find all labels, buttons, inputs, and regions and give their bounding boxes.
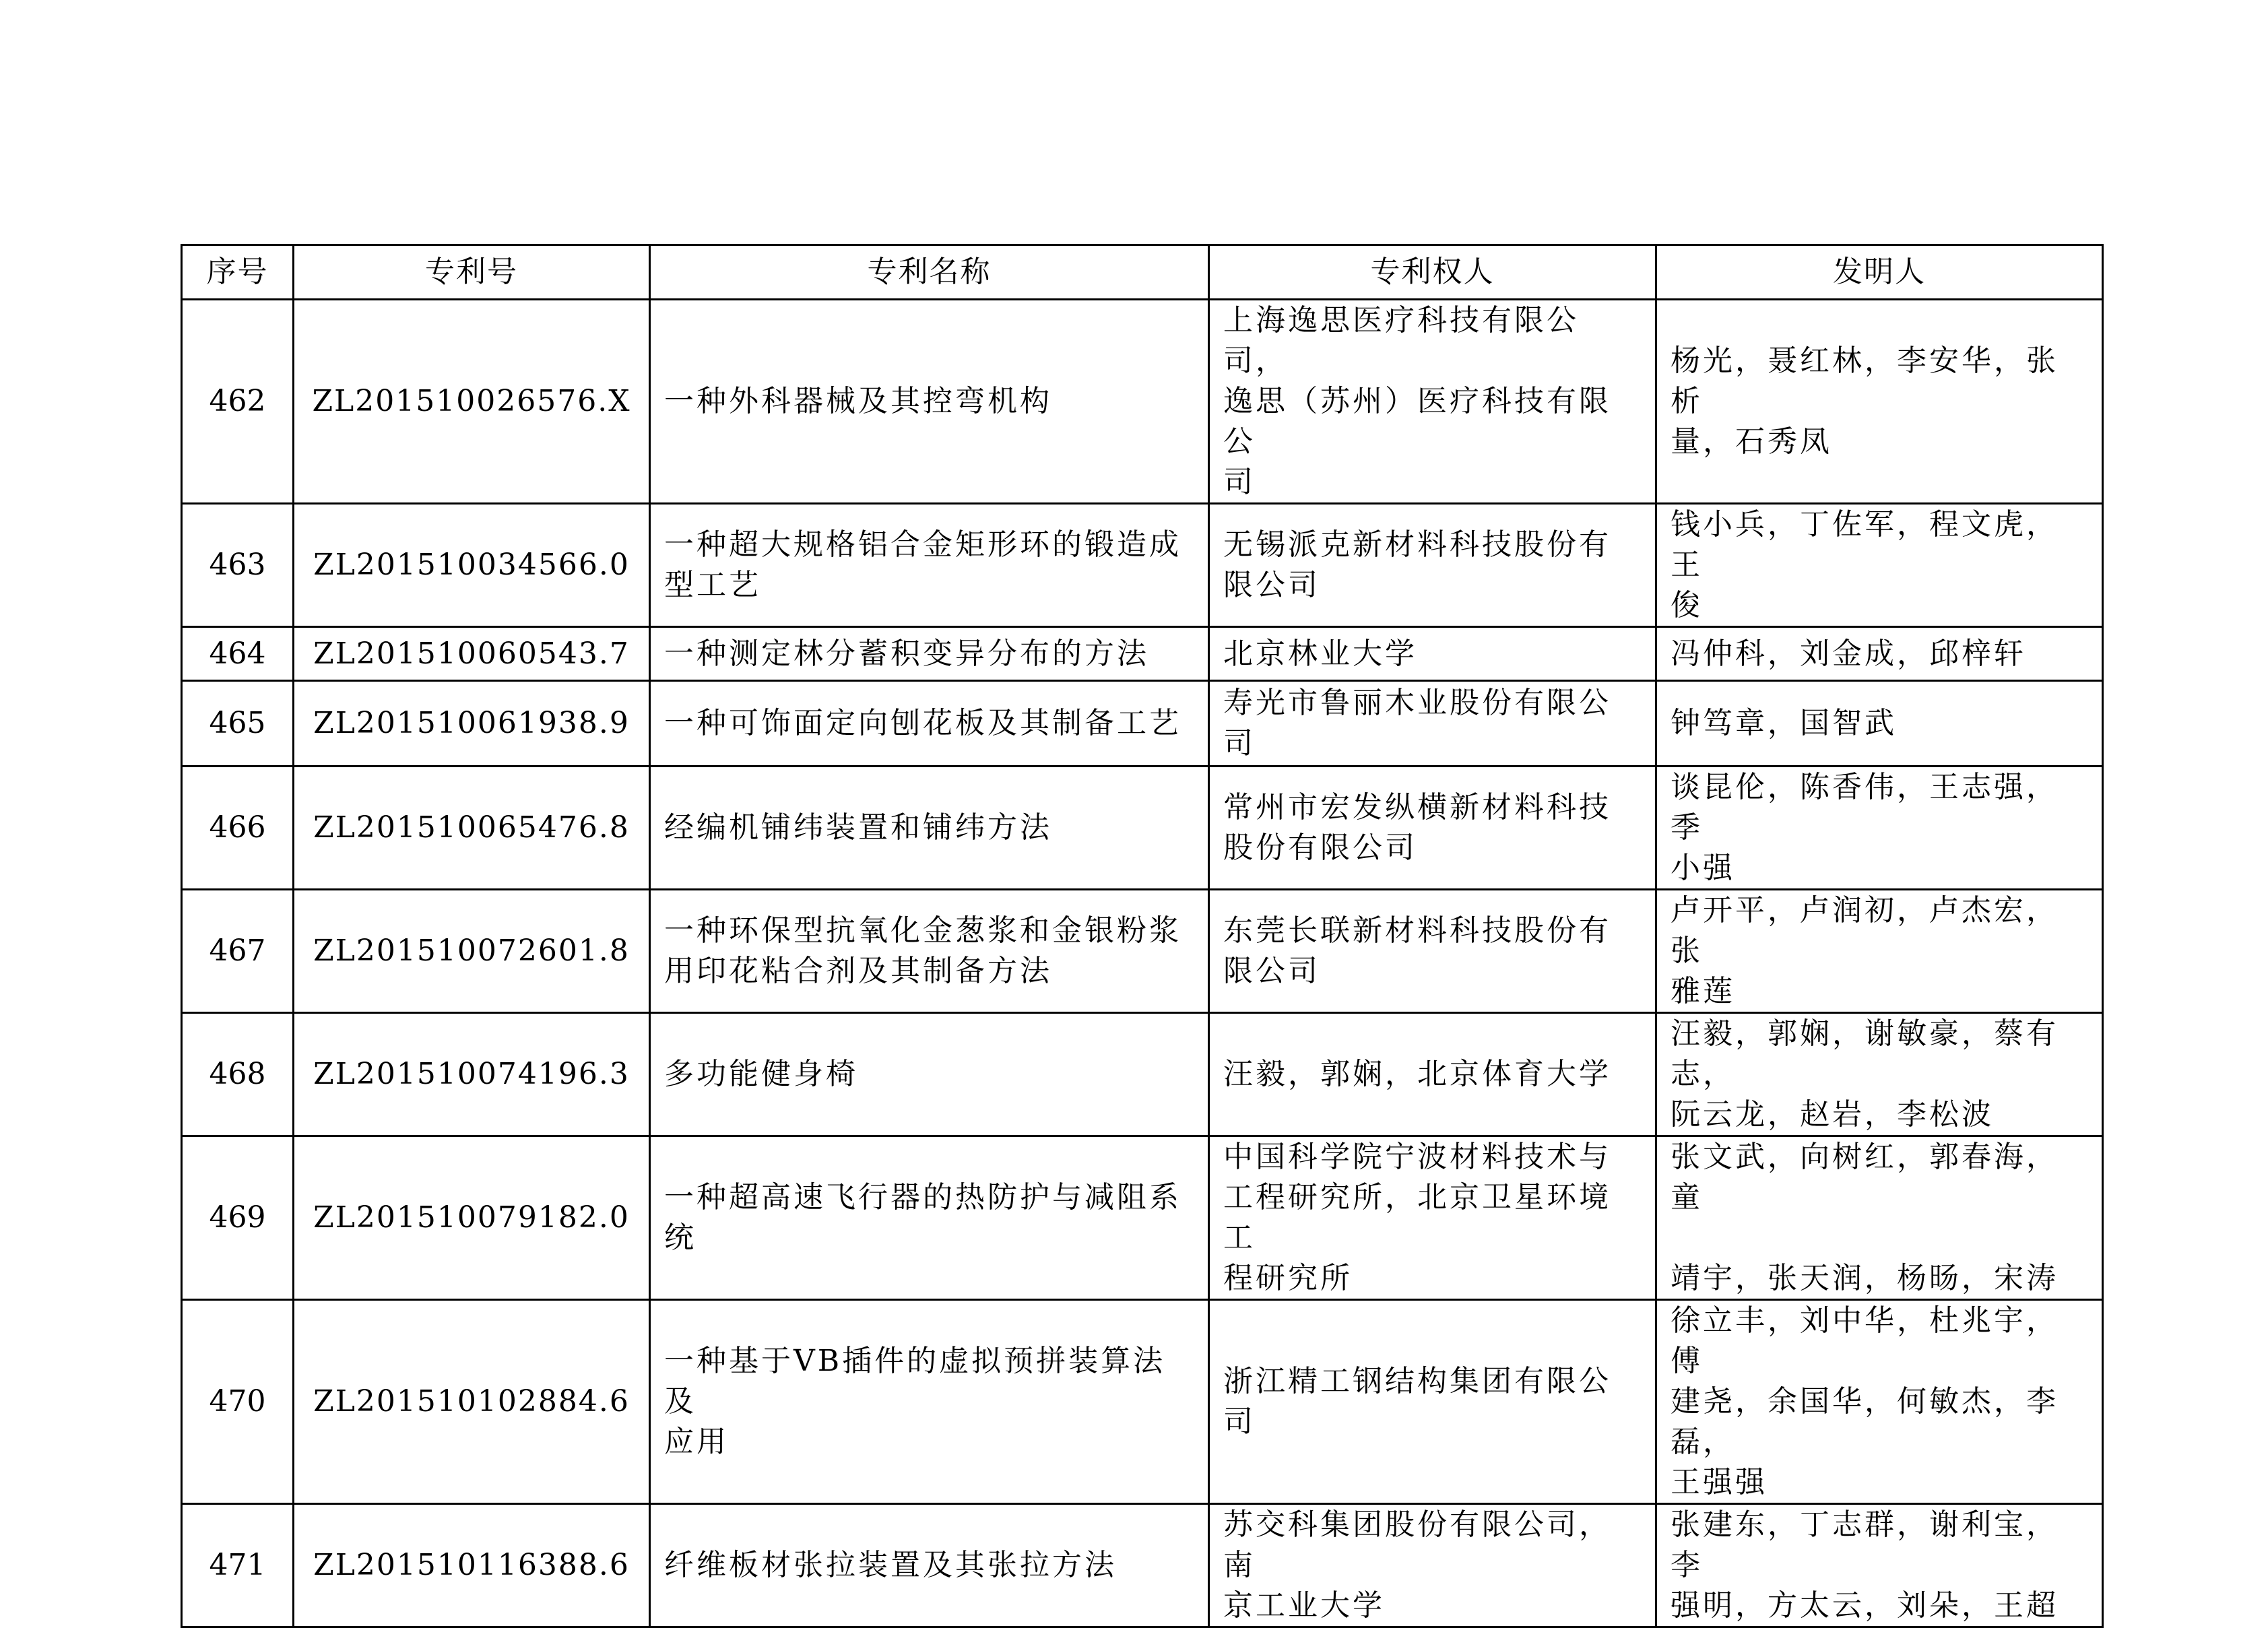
cell-patent-name: 一种基于VB插件的虚拟预拼装算法及 应用: [650, 1300, 1209, 1504]
cell-patent-owner: 浙江精工钢结构集团有限公 司: [1209, 1300, 1656, 1504]
cell-patent-no: ZL201510060543.7: [294, 627, 650, 681]
cell-inventors: 钟笃章，国智武: [1656, 681, 2103, 767]
header-patent-name: 专利名称: [650, 245, 1209, 300]
table-row: [182, 767, 2103, 890]
cell-inventors: 徐立丰，刘中华，杜兆宇，傅 建尧，余国华，何敏杰，李磊， 王强强: [1656, 1300, 2103, 1504]
cell-seq: 471: [182, 1504, 294, 1627]
cell-patent-owner: 中国科学院宁波材料技术与 工程研究所，北京卫星环境工 程研究所: [1209, 1136, 1656, 1300]
cell-patent-name: 一种外科器械及其控弯机构: [650, 300, 1209, 504]
cell-patent-owner: 寿光市鲁丽木业股份有限公 司: [1209, 681, 1656, 767]
cell-seq: 468: [182, 1013, 294, 1136]
cell-patent-owner: 东莞长联新材料科技股份有 限公司: [1209, 890, 1656, 1013]
header-seq: 序号: [182, 245, 294, 300]
cell-seq: 463: [182, 504, 294, 627]
cell-patent-name: 一种可饰面定向刨花板及其制备工艺: [650, 681, 1209, 767]
patent-table: [181, 244, 2104, 1628]
cell-seq: 464: [182, 627, 294, 681]
cell-inventors: 张建东，丁志群，谢利宝，李 强明，方太云，刘朵，王超: [1656, 1504, 2103, 1627]
cell-patent-name: 一种超大规格铝合金矩形环的锻造成 型工艺: [650, 504, 1209, 627]
cell-patent-no: ZL201510079182.0: [294, 1136, 650, 1300]
cell-seq: 462: [182, 300, 294, 504]
cell-patent-name: 多功能健身椅: [650, 1013, 1209, 1136]
table-row: [182, 504, 2103, 627]
cell-patent-name: 一种测定林分蓄积变异分布的方法: [650, 627, 1209, 681]
cell-patent-owner: 无锡派克新材料科技股份有 限公司: [1209, 504, 1656, 627]
table-row: [182, 1013, 2103, 1136]
cell-patent-name: 一种环保型抗氧化金葱浆和金银粉浆 用印花粘合剂及其制备方法: [650, 890, 1209, 1013]
cell-patent-no: ZL201510026576.X: [294, 300, 650, 504]
cell-inventors: 谈昆伦，陈香伟，王志强，季 小强: [1656, 767, 2103, 890]
cell-patent-owner: 上海逸思医疗科技有限公司， 逸思（苏州）医疗科技有限公 司: [1209, 300, 1656, 504]
table-row: [182, 1504, 2103, 1627]
cell-patent-name: 经编机铺纬装置和铺纬方法: [650, 767, 1209, 890]
table-row: [182, 627, 2103, 681]
cell-inventors: 汪毅，郭娴，谢敏豪，蔡有志， 阮云龙，赵岩，李松波: [1656, 1013, 2103, 1136]
cell-patent-no: ZL201510034566.0: [294, 504, 650, 627]
header-patent-no: 专利号: [294, 245, 650, 300]
cell-patent-owner: 常州市宏发纵横新材料科技 股份有限公司: [1209, 767, 1656, 890]
table-row: [182, 681, 2103, 767]
cell-patent-no: ZL201510065476.8: [294, 767, 650, 890]
cell-patent-owner: 苏交科集团股份有限公司，南 京工业大学: [1209, 1504, 1656, 1627]
table-header-row: [182, 245, 2103, 300]
cell-seq: 465: [182, 681, 294, 767]
cell-patent-no: ZL201510061938.9: [294, 681, 650, 767]
cell-seq: 470: [182, 1300, 294, 1504]
cell-patent-no: ZL201510072601.8: [294, 890, 650, 1013]
cell-seq: 466: [182, 767, 294, 890]
cell-inventors: 冯仲科，刘金成，邱梓轩: [1656, 627, 2103, 681]
cell-patent-name: 纤维板材张拉装置及其张拉方法: [650, 1504, 1209, 1627]
cell-inventors: 卢开平，卢润初，卢杰宏，张 雅莲: [1656, 890, 2103, 1013]
table-row: [182, 890, 2103, 1013]
cell-patent-no: ZL201510116388.6: [294, 1504, 650, 1627]
cell-patent-no: ZL201510074196.3: [294, 1013, 650, 1136]
cell-patent-owner: 汪毅，郭娴，北京体育大学: [1209, 1013, 1656, 1136]
table-row: [182, 1300, 2103, 1504]
table-row: [182, 1136, 2103, 1300]
cell-inventors: 杨光，聂红林，李安华，张析 量，石秀凤: [1656, 300, 2103, 504]
cell-patent-no: ZL201510102884.6: [294, 1300, 650, 1504]
table-row: [182, 300, 2103, 504]
cell-patent-owner: 北京林业大学: [1209, 627, 1656, 681]
cell-patent-name: 一种超高速飞行器的热防护与减阻系 统: [650, 1136, 1209, 1300]
cell-seq: 469: [182, 1136, 294, 1300]
cell-inventors: 张文武，向树红，郭春海，童 靖宇，张天润，杨旸，宋涛: [1656, 1136, 2103, 1300]
cell-inventors: 钱小兵，丁佐军，程文虎，王 俊: [1656, 504, 2103, 627]
cell-seq: 467: [182, 890, 294, 1013]
header-inventors: 发明人: [1656, 245, 2103, 300]
header-patent-owner: 专利权人: [1209, 245, 1656, 300]
